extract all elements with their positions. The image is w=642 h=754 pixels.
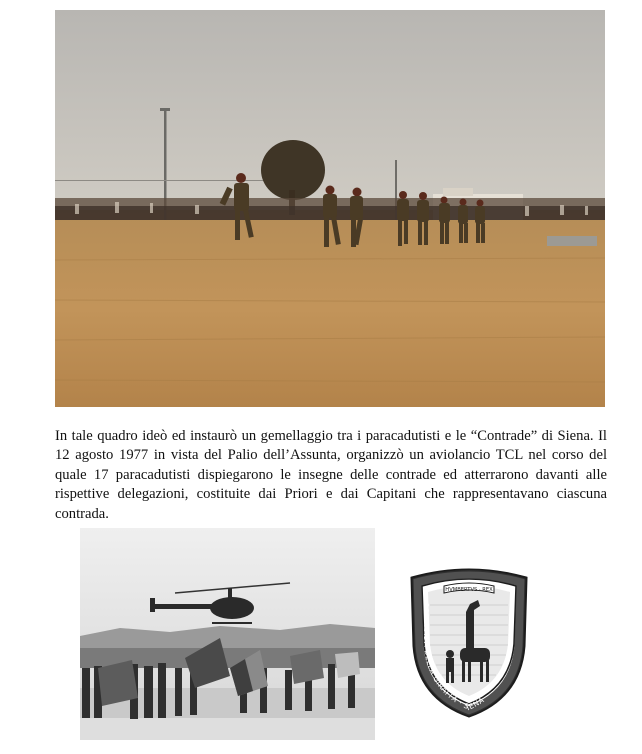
helicopter-photo-drawing [80, 528, 375, 740]
emblem-ring-text: CONTRADA DELLA GIRAFFA · SIENA [421, 602, 486, 713]
paratroopers-photo-drawing [55, 10, 605, 407]
caption-paragraph: In tale quadro ideò ed instaurò un gemellaggio tra i paracadutisti e le “Contrade” di Siena. Il 12 agosto 1977 in vista del Palio dell’Assunta, organizzò un aviolancio TCL nel corso del quale 17 paracadutisti dispiegarono le insegne delle contrade ed atterrarono davanti alle rispettive delegazioni, costituite dai Priori e dai Capitani che rappresentavano ciascuna contrada. [55, 427, 607, 522]
giraffa-emblem [408, 560, 530, 718]
helicopter-photo [80, 528, 375, 740]
paratroopers-photo [55, 10, 605, 407]
emblem-drawing [408, 560, 530, 718]
emblem-motto: HVMBERTVS · REX [445, 587, 493, 593]
